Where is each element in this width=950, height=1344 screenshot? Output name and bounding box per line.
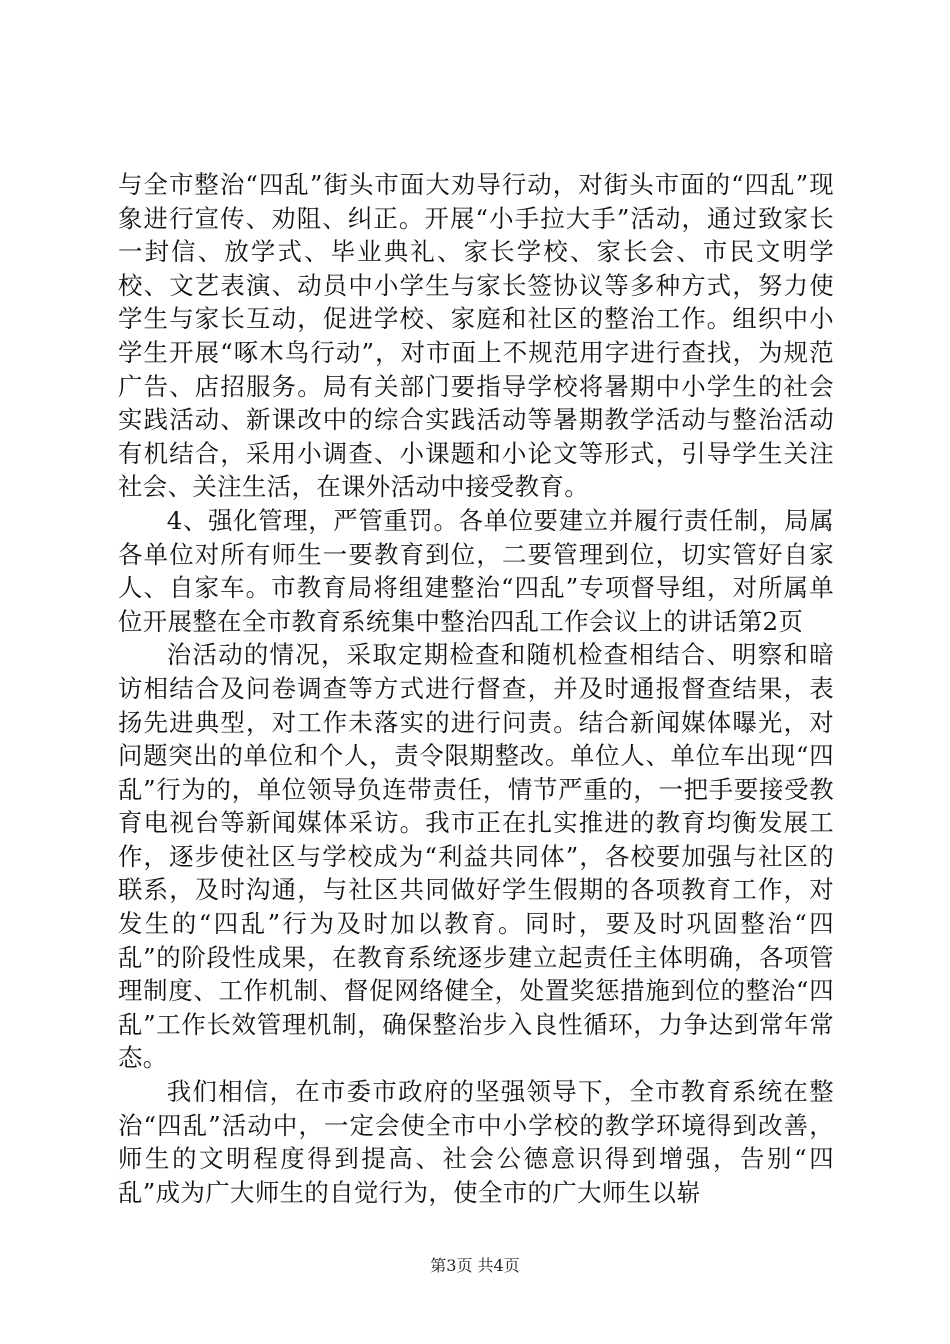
paragraph-inspection: 治活动的情况，采取定期检查和随机检查相结合、明察和暗访相结合及问卷调查等方式进行督查，并及时通报督查结果，表扬先进典型，对工作未落实的进行问责。结合新闻媒体曝光，对问题突出的单位和个人，责令限期整改。单位人、单位车出现“四乱”行为的，单位领导负连带责任，情节严重的，一把手要接受教育电视台等新闻媒体采访。我市正在扎实推进的教育均衡发展工作，逐步使社区与学校成为“利益共同体”，各校要加强与社区的联系，及时沟通，与社区共同做好学生假期的各项教育工作，对发生的“四乱”行为及时加以教育。同时，要及时巩固整治“四乱”的阶段性成果，在教育系统逐步建立起责任主体明确，各项管理制度、工作机制、督促网络健全，处置奖惩措施到位的整治“四乱”工作长效管理机制，确保整治步入良性循环，力争达到常年常态。: [118, 640, 834, 1073]
paragraph-strengthen-management: 4、强化管理，严管重罚。各单位要建立并履行责任制，局属各单位对所有师生一要教育到位，二要管理到位，切实管好自家人、自家车。市教育局将组建整治“四乱”专项督导组，对所属单位开展整在全市教育系统集中整治四乱工作会议上的讲话第2页: [118, 505, 834, 636]
paragraph-conclusion: 我们相信，在市委市政府的坚强领导下，全市教育系统在整治“四乱”活动中，一定会使全市中小学校的教学环境得到改善，师生的文明程度得到提高、社会公德意识得到增强，告别“四乱”成为广大师生的自觉行为，使全市的广大师生以崭: [118, 1077, 834, 1207]
page-footer: 第3页 共4页: [430, 1256, 520, 1275]
paragraph-continuation: 与全市整治“四乱”街头市面大劝导行动，对街头市面的“四乱”现象进行宣传、劝阻、纠正。开展“小手拉大手”活动，通过致家长一封信、放学式、毕业典礼、家长学校、家长会、市民文明学校、文艺表演、动员中小学生与家长签协议等多种方式，努力使学生与家长互动，促进学校、家庭和社区的整治工作。组织中小学生开展“啄木鸟行动”，对市面上不规范用字进行查找，为规范广告、店招服务。局有关部门要指导学校将暑期中小学生的社会实践活动、新课改中的综合实践活动等暑期教学活动与整治活动有机结合，采用小调查、小课题和小论文等形式，引导学生关注社会、关注生活，在课外活动中接受教育。: [118, 170, 834, 502]
document-body: [118, 168, 834, 1209]
